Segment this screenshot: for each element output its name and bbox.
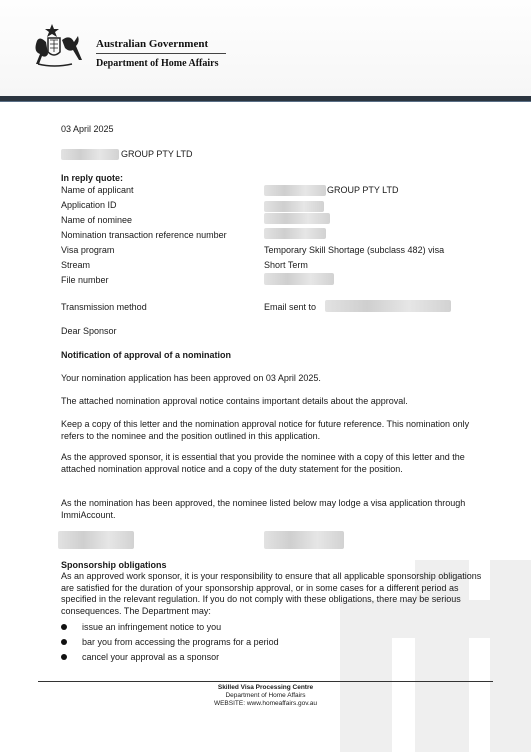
watermark-shape (490, 560, 531, 752)
letter-date: 03 April 2025 (61, 124, 114, 134)
coat-of-arms-icon (30, 22, 90, 72)
redacted-text (325, 300, 451, 312)
bullet-icon (61, 654, 67, 660)
obligations-text: As an approved work sponsor, it is your responsibility to ensure that all applicable sponsorship obligations are satisfied for the duration of your sponsorship approval, or in some cases for a different period as specified in the relevant regulation. If you do not comply with these obligations, there may be serious consequences. The Department may: (61, 571, 482, 616)
government-name: Australian Government (96, 38, 209, 50)
footer-centre: Skilled Visa Processing Centre (217, 684, 314, 691)
redacted-text (264, 273, 334, 285)
list-item: issue an infringement notice to you (82, 622, 222, 632)
paragraph: As the approved sponsor, it is essential that you provide the nominee with a copy of this letter and the attached nomination approval notice and a copy of the duty statement for the position. (61, 452, 465, 474)
list-item: bar you from accessing the programs for a period (82, 637, 279, 647)
field-value: GROUP PTY LTD (327, 185, 399, 195)
paragraph: The attached nomination approval notice contains important details about the approval. (61, 396, 408, 406)
field-label: File number (61, 275, 109, 285)
paragraph: Keep a copy of this letter and the nomination approval notice for future reference. This nomination only refers to the nominee and the position outlined in this application. (61, 419, 470, 441)
redacted-text (61, 149, 119, 160)
department-name: Department of Home Affairs (96, 58, 219, 69)
addressee-name: GROUP PTY LTD (121, 149, 193, 159)
redacted-text (264, 228, 326, 239)
redacted-text (264, 185, 326, 196)
redacted-text (58, 531, 134, 549)
letter-subject: Notification of approval of a nomination (61, 350, 231, 360)
reply-quote-heading: In reply quote: (61, 173, 124, 183)
salutation: Dear Sponsor (61, 326, 117, 336)
paragraph: Your nomination application has been approved on 03 April 2025. (61, 373, 321, 383)
bullet-icon (61, 639, 67, 645)
footer-department: Department of Home Affairs (225, 692, 306, 699)
field-label: Name of applicant (61, 185, 134, 195)
bullet-icon (61, 624, 67, 630)
field-value: Email sent to (264, 302, 317, 312)
footer-website: WEBSITE: www.homeaffairs.gov.au (213, 700, 318, 707)
field-label: Visa program (61, 245, 115, 255)
field-label: Stream (61, 260, 91, 270)
redacted-text (264, 201, 324, 212)
field-label: Nomination transaction reference number (61, 230, 227, 240)
divider (96, 53, 226, 54)
field-value: Temporary Skill Shortage (subclass 482) visa (264, 245, 445, 255)
field-label: Name of nominee (61, 215, 133, 225)
obligations-heading: Sponsorship obligations (61, 560, 167, 570)
letterhead (0, 0, 531, 96)
field-label: Application ID (61, 200, 117, 210)
list-item: cancel your approval as a sponsor (82, 652, 220, 662)
redacted-text (264, 213, 330, 224)
field-label: Transmission method (61, 302, 147, 312)
footer-divider (38, 681, 493, 682)
field-value: Short Term (264, 260, 308, 270)
redacted-text (264, 531, 344, 549)
header-band-accent (0, 101, 531, 102)
paragraph: As the nomination has been approved, the nominee listed below may lodge a visa application through ImmiAccount. (61, 498, 466, 520)
